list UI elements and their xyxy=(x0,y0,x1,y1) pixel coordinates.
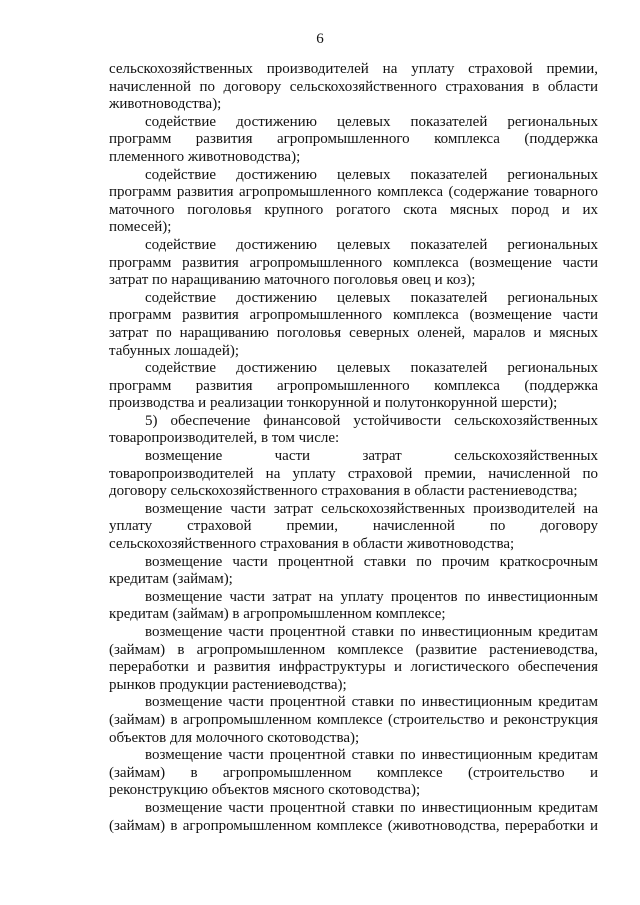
text-line: сельскохозяйственного страхования в области животноводства; xyxy=(109,536,515,553)
page-number: 6 xyxy=(316,31,324,47)
text-line: (займам) в агропромышленном комплексе (развитие растениеводства, xyxy=(109,641,598,658)
text-line: табунных лошадей); xyxy=(109,342,240,359)
text-line: договору сельскохозяйственного страхования в области растениеводства; xyxy=(109,483,578,500)
text-line: возмещение части процентной ставки по инвестиционным кредитам xyxy=(145,624,598,640)
text-line: племенного животноводства); xyxy=(109,148,301,165)
text-line: помесей); xyxy=(109,219,172,236)
text-line: животноводства); xyxy=(109,96,222,113)
text-line: кредитам (займам); xyxy=(109,571,233,588)
text-line: программ развития агропромышленного комплекса (возмещение части xyxy=(109,254,598,271)
text-line: (займам) в агропромышленном комплексе (строительство и реконструкция xyxy=(109,711,598,728)
text-line: программ развития агропромышленного комплекса (содержание товарного xyxy=(109,184,598,201)
text-line: содействие достижению целевых показателей региональных xyxy=(145,360,598,377)
text-line: реконструкцию объектов мясного скотоводства); xyxy=(109,782,421,799)
text-line: содействие достижению целевых показателей региональных xyxy=(145,166,598,183)
text-line: программ развития агропромышленного комплекса (поддержка xyxy=(109,131,598,148)
text-line: содействие достижению целевых показателей региональных xyxy=(145,113,598,130)
text-line: (займам) в агропромышленном комплексе (животноводства, переработки и xyxy=(109,817,598,834)
text-line: возмещение части затрат сельскохозяйственных xyxy=(145,448,598,465)
text-line: маточного поголовья крупного рогатого скота мясных пород и их xyxy=(109,201,598,218)
text-line: производства и реализации тонкорунной и полутонкорунной шерсти); xyxy=(109,395,558,412)
text-line: возмещение части процентной ставки по инвестиционным кредитам xyxy=(145,694,598,711)
text-line: кредитам (займам) в агропромышленном комплексе; xyxy=(109,606,446,623)
text-line: товаропроизводителей, в том числе: xyxy=(109,430,340,447)
text-line: возмещение части процентной ставки по инвестиционным кредитам xyxy=(145,747,598,764)
text-line: содействие достижению целевых показателей региональных xyxy=(145,236,598,253)
text-line: возмещение части процентной ставки по инвестиционным кредитам xyxy=(145,799,598,816)
text-line: товаропроизводителей на уплату страховой премии, начисленной по xyxy=(109,465,598,482)
text-line: затрат по наращиванию маточного поголовья овец и коз); xyxy=(109,272,476,289)
text-line: содействие достижению целевых показателей региональных xyxy=(145,289,598,306)
text-line: программ развития агропромышленного комплекса (возмещение части xyxy=(109,307,598,324)
text-line: возмещение части затрат сельскохозяйственных производителей на xyxy=(145,500,598,517)
text-line: переработки и развития инфраструктуры и логистического обеспечения xyxy=(109,659,598,676)
text-line: начисленной по договору сельскохозяйственного страхования в области xyxy=(109,78,598,95)
text-line: возмещение части процентной ставки по прочим краткосрочным xyxy=(145,553,598,570)
text-line: (займам) в агропромышленном комплексе (строительство и xyxy=(109,764,598,781)
document-body xyxy=(109,61,598,835)
text-line: уплату страховой премии, начисленной по договору xyxy=(109,518,598,535)
text-line: программ развития агропромышленного комплекса (поддержка xyxy=(109,377,598,394)
text-line: сельскохозяйственных производителей на уплату страховой премии, xyxy=(109,61,598,77)
text-line: рынков продукции растениеводства); xyxy=(109,676,347,693)
text-line: затрат по наращиванию поголовья северных оленей, маралов и мясных xyxy=(109,324,598,341)
text-line: 5) обеспечение финансовой устойчивости сельскохозяйственных xyxy=(145,412,598,429)
text-line: возмещение части затрат на уплату процентов по инвестиционным xyxy=(145,588,598,605)
text-line: объектов для молочного скотоводства); xyxy=(109,729,360,746)
